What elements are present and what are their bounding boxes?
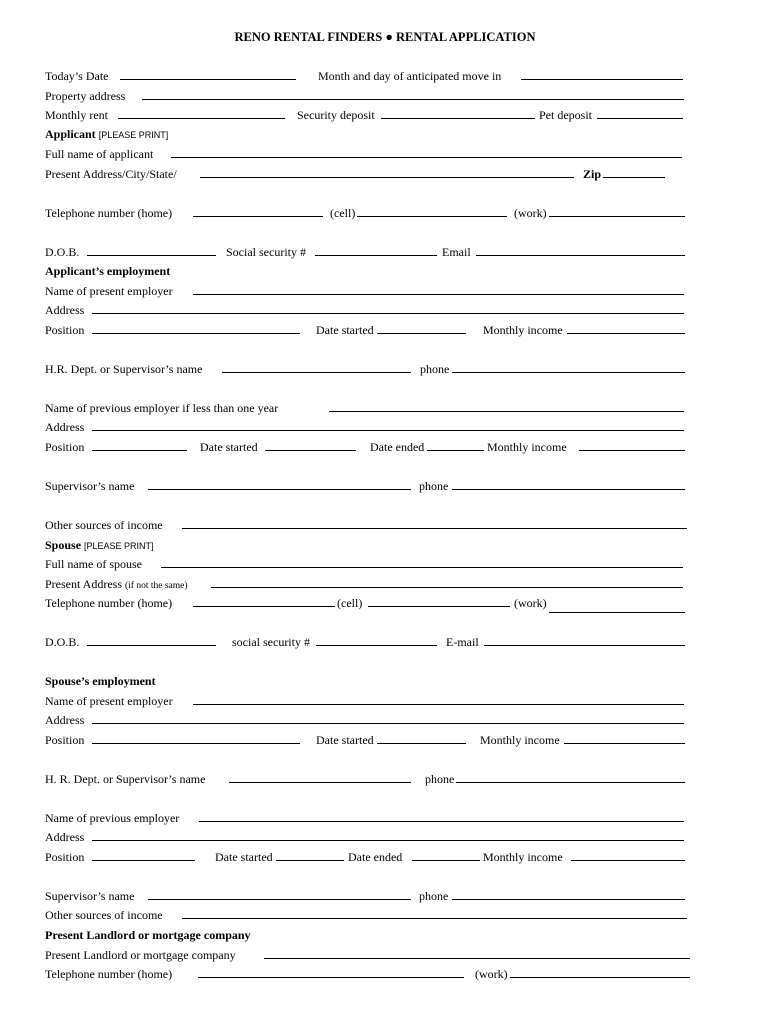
prev-address-label: Address (45, 420, 85, 434)
work-field[interactable] (549, 216, 685, 217)
security-deposit-field[interactable] (381, 118, 535, 119)
pet-deposit-label: Pet deposit (539, 108, 592, 122)
other-income-label: Other sources of income (45, 518, 163, 532)
spouse-telephone-home-label: Telephone number (home) (45, 596, 173, 610)
spouse-work-label: (work) (514, 596, 547, 610)
other-income-field[interactable] (182, 528, 687, 529)
cell-field[interactable] (357, 216, 507, 217)
hr-supervisor-field[interactable] (222, 372, 411, 373)
spouse-prev-phone-label: phone (419, 889, 449, 903)
spouse-prev-date-ended-label: Date ended (348, 850, 403, 864)
hr-phone-label: phone (420, 362, 450, 376)
prev-employer-field[interactable] (329, 411, 684, 412)
spouse-other-income-label: Other sources of income (45, 908, 163, 922)
spouse-dob-field[interactable] (87, 645, 216, 646)
prev-monthly-income-label: Monthly income (487, 440, 567, 454)
ssn-label: Social security # (226, 245, 306, 259)
spouse-date-started-field[interactable] (377, 743, 466, 744)
full-name-spouse-field[interactable] (161, 567, 683, 568)
spouse-prev-position-label: Position (45, 850, 85, 864)
zip-field[interactable] (603, 177, 665, 178)
spouse-prev-date-started-label: Date started (215, 850, 273, 864)
property-address-label: Property address (45, 89, 126, 103)
spouse-prev-monthly-income-label: Monthly income (483, 850, 563, 864)
email-label: Email (442, 245, 471, 259)
monthly-rent-label: Monthly rent (45, 108, 108, 122)
todays-date-field[interactable] (120, 79, 296, 80)
landlord-telephone-home-field[interactable] (198, 977, 464, 978)
spouse-heading: Spouse [PLEASE PRINT] (45, 538, 154, 552)
security-deposit-label: Security deposit (297, 108, 375, 122)
landlord-telephone-home-label: Telephone number (home) (45, 967, 173, 981)
spouse-prev-date-ended-field[interactable] (412, 860, 480, 861)
spouse-address-field[interactable] (211, 587, 683, 588)
monthly-income-label: Monthly income (483, 323, 563, 337)
spouse-employer-address-field[interactable] (92, 723, 684, 724)
prev-employer-label: Name of previous employer if less than one year (45, 401, 279, 415)
landlord-work-field[interactable] (510, 977, 690, 978)
spouse-please-print-note: [PLEASE PRINT] (84, 541, 154, 551)
telephone-home-label: Telephone number (home) (45, 206, 173, 220)
spouse-email-label: E-mail (446, 635, 479, 649)
hr-supervisor-label: H.R. Dept. or Supervisor’s name (45, 362, 203, 376)
spouse-work-field[interactable] (549, 612, 685, 613)
prev-position-field[interactable] (92, 450, 187, 451)
spouse-position-label: Position (45, 733, 85, 747)
spouse-prev-date-started-field[interactable] (276, 860, 344, 861)
spouse-prev-employer-label: Name of previous employer (45, 811, 180, 825)
prev-position-label: Position (45, 440, 85, 454)
date-started-label: Date started (316, 323, 374, 337)
spouse-hr-phone-label: phone (425, 772, 455, 786)
spouse-prev-monthly-income-field[interactable] (571, 860, 685, 861)
landlord-heading: Present Landlord or mortgage company (45, 928, 251, 942)
present-employer-label: Name of present employer (45, 284, 173, 298)
move-in-field[interactable] (521, 79, 683, 80)
prev-date-ended-field[interactable] (427, 450, 484, 451)
applicant-heading: Applicant [PLEASE PRINT] (45, 127, 169, 141)
spouse-prev-supervisor-label: Supervisor’s name (45, 889, 135, 903)
spouse-monthly-income-label: Monthly income (480, 733, 560, 747)
spouse-present-employer-label: Name of present employer (45, 694, 173, 708)
prev-date-started-label: Date started (200, 440, 258, 454)
employer-address-field[interactable] (92, 313, 684, 314)
property-address-field[interactable] (142, 99, 684, 100)
spouse-present-employer-field[interactable] (193, 704, 684, 705)
spouse-employment-heading: Spouse’s employment (45, 674, 156, 688)
spouse-email-field[interactable] (484, 645, 685, 646)
applicant-employment-heading: Applicant’s employment (45, 264, 171, 278)
spouse-prev-position-field[interactable] (92, 860, 195, 861)
telephone-home-field[interactable] (193, 216, 323, 217)
full-name-applicant-field[interactable] (171, 157, 682, 158)
spouse-other-income-field[interactable] (182, 918, 687, 919)
spouse-ssn-field[interactable] (316, 645, 437, 646)
spouse-telephone-home-field[interactable] (193, 606, 335, 607)
prev-date-started-field[interactable] (265, 450, 356, 451)
cell-label: (cell) (330, 206, 356, 220)
spouse-ssn-label: social security # (232, 635, 310, 649)
spouse-hr-supervisor-label: H. R. Dept. or Supervisor’s name (45, 772, 206, 786)
spouse-prev-phone-field[interactable] (452, 899, 685, 900)
todays-date-label: Today’s Date (45, 69, 109, 83)
full-name-applicant-label: Full name of applicant (45, 147, 154, 161)
full-name-spouse-label: Full name of spouse (45, 557, 142, 571)
landlord-label: Present Landlord or mortgage company (45, 948, 236, 962)
monthly-rent-field[interactable] (118, 118, 285, 119)
spouse-position-field[interactable] (92, 743, 300, 744)
present-address-field[interactable] (200, 177, 574, 178)
present-employer-field[interactable] (193, 294, 684, 295)
spouse-address-label: Present Address (if not the same) (45, 577, 188, 591)
prev-address-field[interactable] (92, 430, 684, 431)
please-print-note: [PLEASE PRINT] (98, 130, 169, 140)
form-title: RENO RENTAL FINDERS ● RENTAL APPLICATION (234, 30, 536, 44)
hr-phone-field[interactable] (452, 372, 685, 373)
prev-supervisor-label: Supervisor’s name (45, 479, 135, 493)
prev-date-ended-label: Date ended (370, 440, 425, 454)
email-field[interactable] (476, 255, 685, 256)
prev-phone-field[interactable] (452, 489, 685, 490)
monthly-income-field[interactable] (567, 333, 685, 334)
zip-label: Zip (583, 167, 602, 181)
spouse-prev-address-label: Address (45, 830, 85, 844)
prev-phone-label: phone (419, 479, 449, 493)
spouse-dob-label: D.O.B. (45, 635, 80, 649)
spouse-prev-address-field[interactable] (92, 840, 684, 841)
dob-field[interactable] (87, 255, 216, 256)
landlord-field[interactable] (264, 958, 690, 959)
landlord-work-label: (work) (475, 967, 508, 981)
spouse-prev-employer-field[interactable] (199, 821, 684, 822)
present-address-label: Present Address/City/State/ (45, 167, 177, 181)
spouse-date-started-label: Date started (316, 733, 374, 747)
spouse-hr-supervisor-field[interactable] (229, 782, 411, 783)
move-in-label: Month and day of anticipated move in (318, 69, 502, 83)
spouse-hr-phone-field[interactable] (456, 782, 685, 783)
spouse-employer-address-label: Address (45, 713, 85, 727)
spouse-cell-field[interactable] (368, 606, 510, 607)
spouse-monthly-income-field[interactable] (564, 743, 685, 744)
employer-address-label: Address (45, 303, 85, 317)
prev-monthly-income-field[interactable] (579, 450, 685, 451)
date-started-field[interactable] (377, 333, 466, 334)
dob-label: D.O.B. (45, 245, 80, 259)
position-field[interactable] (92, 333, 300, 334)
if-not-same-note: (if not the same) (125, 581, 188, 591)
spouse-cell-label: (cell) (337, 596, 363, 610)
position-label: Position (45, 323, 85, 337)
pet-deposit-field[interactable] (597, 118, 683, 119)
ssn-field[interactable] (315, 255, 437, 256)
prev-supervisor-field[interactable] (148, 489, 411, 490)
spouse-prev-supervisor-field[interactable] (148, 899, 411, 900)
work-label: (work) (514, 206, 547, 220)
